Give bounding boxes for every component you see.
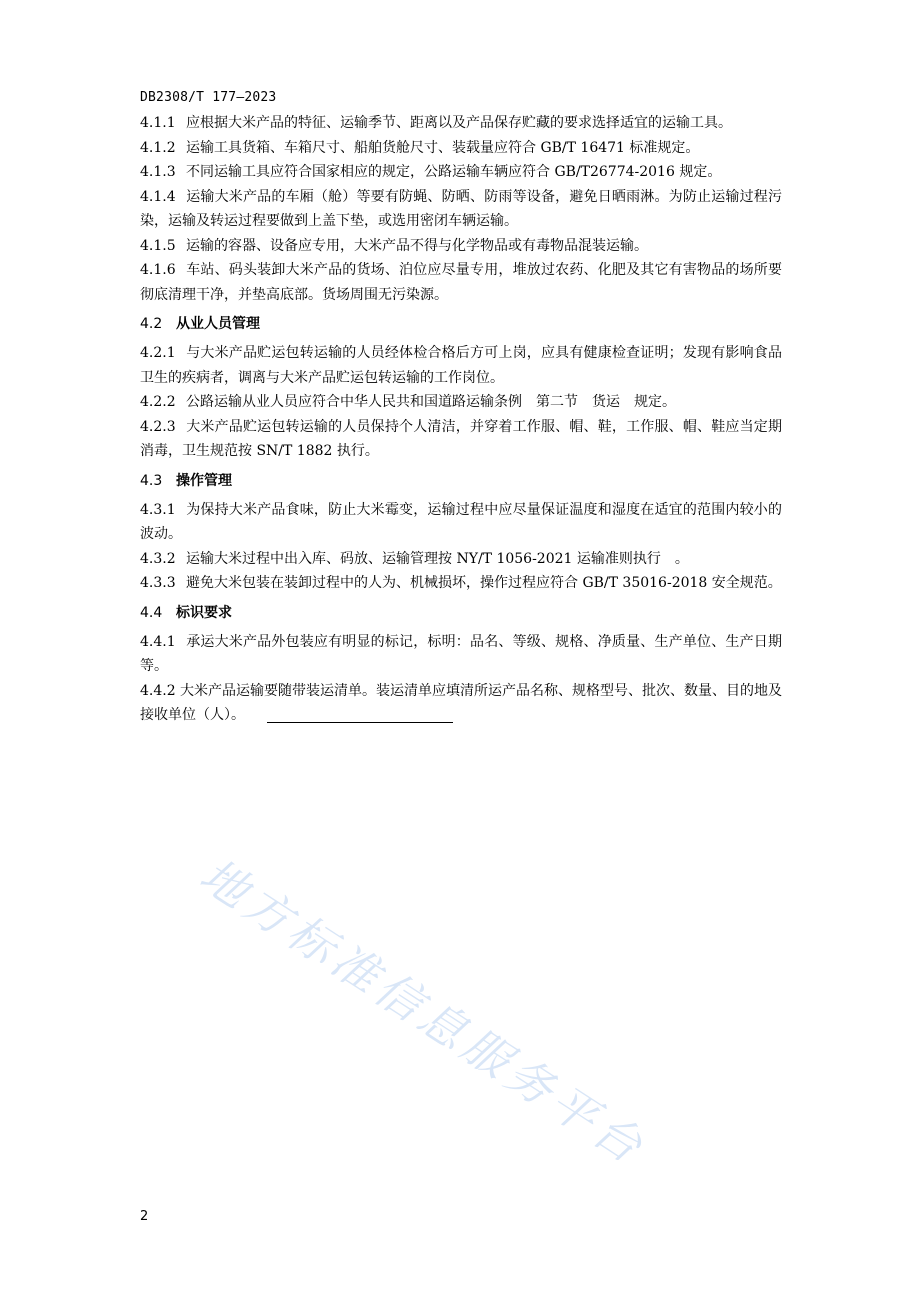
section-heading-4-2 — [140, 312, 782, 336]
watermark-text: 地方标准信息服务平台 — [190, 847, 657, 1177]
end-of-text-rule — [267, 722, 453, 723]
section-number: 4.2 — [140, 316, 163, 332]
clause-4-1-5 — [140, 234, 782, 259]
clause-4-1-2 — [140, 136, 782, 161]
document-id-header: DB2308/T 177—2023 — [140, 90, 277, 105]
clause-text: 应根据大米产品的特征、运输季节、距离以及产品保存贮藏的要求选择适宜的运输工具。 — [186, 115, 732, 131]
clause-text: 大米产品贮运包转运输的人员保持个人清洁，并穿着工作服、帽、鞋，工作服、帽、鞋应当定期消毒，卫生规范按 SN/T 1882 执行。 — [140, 418, 782, 459]
clause-number: 4.4.1 — [140, 633, 176, 650]
clause-number: 4.2.1 — [140, 345, 176, 361]
clause-text: 运输工具货箱、车箱尺寸、船舶货舱尺寸、装载量应符合 GB/T 16471 标准规定。 — [186, 139, 700, 156]
section-title: 从业人员管理 — [176, 316, 260, 332]
clause-4-4-1 — [140, 630, 782, 679]
clause-4-2-3 — [140, 415, 782, 464]
clause-number: 4.1.5 — [140, 237, 176, 254]
clause-text: 大米产品运输要随带装运清单。装运清单应填清所运产品名称、规格型号、批次、数量、目的地及接收单位（人）。 — [140, 682, 782, 723]
clause-number: 4.1.4 — [140, 188, 176, 205]
clause-number: 4.3.2 — [140, 550, 176, 567]
clause-4-1-1 — [140, 111, 782, 136]
clause-number: 4.1.2 — [140, 139, 176, 156]
clause-4-3-2 — [140, 547, 782, 572]
clause-4-1-6 — [140, 258, 782, 307]
clause-4-3-1 — [140, 498, 782, 547]
clause-number: 4.1.1 — [140, 115, 176, 131]
section-heading-4-4 — [140, 601, 782, 625]
clause-4-3-3 — [140, 571, 782, 596]
clause-number: 4.2.3 — [140, 418, 176, 435]
section-heading-4-3 — [140, 469, 782, 493]
document-body — [140, 111, 782, 728]
section-number: 4.3 — [140, 472, 163, 489]
clause-4-2-2 — [140, 390, 782, 415]
clause-number: 4.3.1 — [140, 501, 176, 518]
section-title: 操作管理 — [176, 472, 232, 489]
clause-4-4-2 — [140, 679, 782, 728]
clause-number: 4.1.3 — [140, 164, 176, 180]
clause-text: 运输大米过程中出入库、码放、运输管理按 NY/T 1056-2021 运输准则执行 。 — [186, 550, 689, 567]
clause-text: 车站、码头装卸大米产品的货场、泊位应尽量专用，堆放过农药、化肥及其它有害物品的场所要彻底清理干净，并垫高底部。货场周围无污染源。 — [140, 262, 782, 303]
clause-number: 4.2.2 — [140, 394, 176, 410]
page-number: 2 — [140, 1209, 149, 1224]
clause-text: 公路运输从业人员应符合中华人民共和国道路运输条例 第二节 货运 规定。 — [186, 394, 676, 410]
clause-text: 运输的容器、设备应专用，大米产品不得与化学物品或有毒物品混装运输。 — [186, 237, 648, 254]
clause-number: 4.1.6 — [140, 262, 176, 278]
section-number: 4.4 — [140, 604, 163, 621]
clause-text: 承运大米产品外包装应有明显的标记，标明：品名、等级、规格、净质量、生产单位、生产日期等。 — [140, 633, 782, 674]
clause-text: 与大米产品贮运包转运输的人员经体检合格后方可上岗，应具有健康检查证明；发现有影响食品卫生的疾病者，调离与大米产品贮运包转运输的工作岗位。 — [140, 345, 782, 386]
clause-text: 避免大米包装在装卸过程中的人为、机械损坏，操作过程应符合 GB/T 35016-2018 安全规范。 — [186, 575, 782, 591]
clause-4-2-1 — [140, 341, 782, 390]
clause-number: 4.4.2 — [140, 682, 176, 699]
clause-4-1-4 — [140, 185, 782, 234]
clause-text: 运输大米产品的车厢（舱）等要有防蝇、防晒、防雨等设备，避免日晒雨淋。为防止运输过程污染，运输及转运过程要做到上盖下垫，或选用密闭车辆运输。 — [140, 188, 782, 229]
clause-number: 4.3.3 — [140, 575, 176, 591]
clause-text: 为保持大米产品食味，防止大米霉变，运输过程中应尽量保证温度和湿度在适宜的范围内较小的波动。 — [140, 501, 782, 542]
section-title: 标识要求 — [176, 604, 232, 621]
clause-4-1-3 — [140, 160, 782, 185]
clause-text: 不同运输工具应符合国家相应的规定，公路运输车辆应符合 GB/T26774-2016 规定。 — [186, 164, 722, 180]
